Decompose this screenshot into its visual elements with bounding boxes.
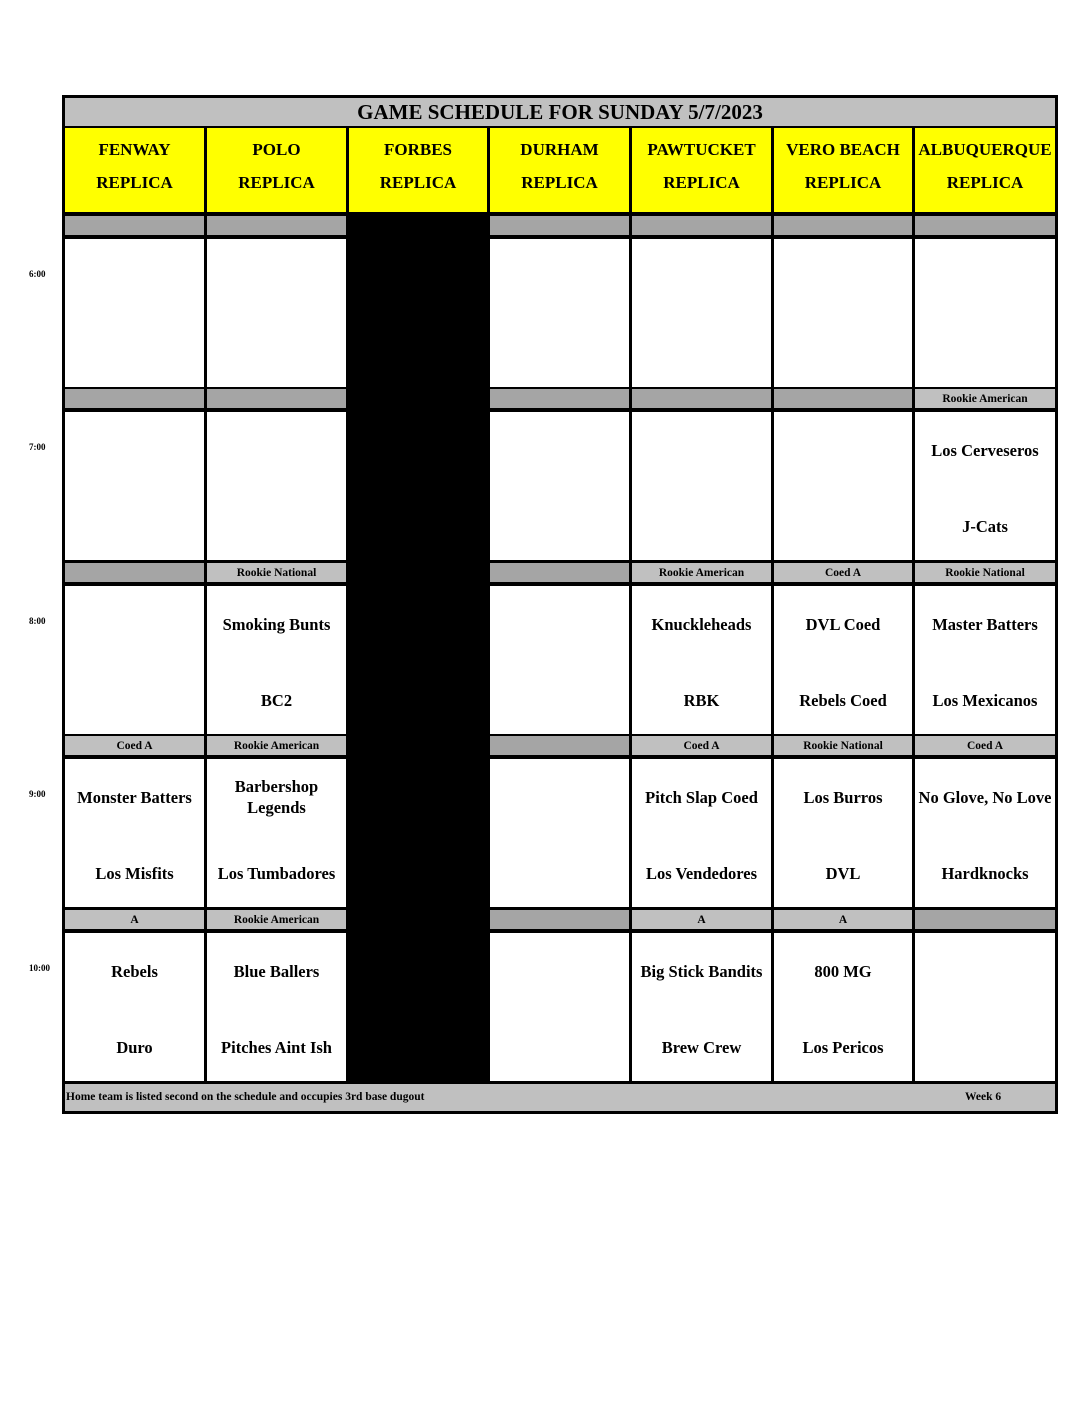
away-team — [776, 420, 910, 480]
away-team: Rebels — [111, 961, 158, 981]
game-cell[interactable] — [632, 759, 771, 907]
division-label: Rookie American — [207, 910, 346, 929]
game-cell[interactable] — [915, 933, 1055, 1081]
away-team: Knuckleheads — [651, 614, 752, 634]
field-header — [349, 128, 487, 212]
field-name: VERO BEACH — [786, 140, 900, 159]
game-cell[interactable] — [65, 759, 204, 907]
week-label: Week 6 — [965, 1091, 1002, 1103]
home-team: DVL — [825, 863, 861, 883]
away-team — [209, 247, 344, 307]
division-label: Coed A — [65, 736, 204, 755]
division-label — [207, 216, 346, 235]
home-team — [917, 1017, 1053, 1077]
time-label: 8:00 — [29, 616, 46, 626]
division-label: Coed A — [915, 736, 1055, 755]
home-team — [634, 496, 769, 556]
division-label: Coed A — [632, 736, 771, 755]
division-label — [632, 216, 771, 235]
division-label — [915, 910, 1055, 929]
game-cell[interactable] — [65, 239, 204, 387]
division-label — [490, 216, 629, 235]
home-team: Los Misfits — [95, 863, 174, 883]
away-team — [634, 420, 769, 480]
away-team — [67, 594, 202, 654]
away-team — [492, 941, 627, 1001]
home-team — [634, 323, 769, 383]
time-label: 9:00 — [29, 789, 46, 799]
away-team: Los Burros — [803, 787, 883, 807]
away-team: No Glove, No Love — [918, 787, 1052, 807]
home-team: Los Mexicanos — [932, 690, 1038, 710]
home-team — [67, 323, 202, 383]
away-team — [67, 247, 202, 307]
division-label — [774, 389, 912, 408]
game-cell[interactable] — [632, 239, 771, 387]
away-team — [492, 594, 627, 654]
game-cell[interactable] — [207, 933, 346, 1081]
division-label — [490, 389, 629, 408]
game-cell[interactable] — [207, 239, 346, 387]
away-team: DVL Coed — [805, 614, 881, 634]
division-label: Rookie American — [915, 389, 1055, 408]
away-team: Barbershop Legends — [234, 777, 319, 817]
field-subtitle: REPLICA — [663, 173, 740, 192]
home-team: BC2 — [260, 690, 293, 710]
away-team: Blue Ballers — [233, 961, 320, 981]
away-team — [776, 247, 910, 307]
division-label — [65, 216, 204, 235]
game-cell[interactable] — [632, 933, 771, 1081]
game-cell[interactable] — [207, 412, 346, 560]
away-team — [209, 420, 344, 480]
home-team — [67, 496, 202, 556]
field-name: DURHAM — [520, 140, 599, 159]
field-header — [632, 128, 771, 212]
division-label — [490, 910, 629, 929]
field-subtitle: REPLICA — [238, 173, 315, 192]
home-team: Brew Crew — [661, 1037, 742, 1057]
away-team: Master Batters — [932, 614, 1038, 634]
game-cell[interactable] — [774, 412, 912, 560]
away-team: Big Stick Bandits — [640, 961, 763, 981]
away-team: 800 MG — [814, 961, 872, 981]
field-subtitle: REPLICA — [804, 173, 882, 192]
home-team — [492, 843, 627, 903]
game-cell[interactable] — [490, 759, 629, 907]
field-name: POLO — [252, 140, 301, 159]
game-cell[interactable] — [774, 933, 912, 1081]
home-team — [492, 1017, 627, 1077]
home-team: RBK — [683, 690, 720, 710]
time-label: 7:00 — [29, 442, 46, 452]
field-header — [490, 128, 629, 212]
time-label: 6:00 — [29, 269, 46, 279]
division-label — [207, 389, 346, 408]
field-subtitle: REPLICA — [946, 173, 1024, 192]
game-cell[interactable] — [65, 933, 204, 1081]
division-label: A — [65, 910, 204, 929]
game-cell[interactable] — [65, 412, 204, 560]
game-cell[interactable] — [915, 412, 1055, 560]
time-label: 10:00 — [29, 963, 50, 973]
field-name: ALBUQUERQUE — [918, 140, 1052, 159]
field-header — [915, 128, 1055, 212]
home-team: Pitches Aint Ish — [221, 1037, 332, 1057]
field-header — [65, 128, 204, 212]
division-label — [65, 563, 204, 582]
division-label — [65, 389, 204, 408]
game-cell[interactable] — [915, 239, 1055, 387]
field-subtitle: REPLICA — [379, 173, 457, 192]
home-team: Duro — [116, 1037, 153, 1057]
home-team: Hardknocks — [941, 863, 1029, 883]
game-cell[interactable] — [774, 586, 912, 734]
game-cell[interactable] — [65, 586, 204, 734]
field-name: FENWAY — [98, 140, 171, 159]
home-team: J-Cats — [962, 516, 1008, 536]
field-name: FORBES — [383, 140, 453, 159]
division-label — [774, 216, 912, 235]
game-cell[interactable] — [774, 759, 912, 907]
game-cell[interactable] — [207, 759, 346, 907]
game-cell[interactable] — [490, 412, 629, 560]
away-team — [492, 247, 627, 307]
home-team — [917, 323, 1053, 383]
division-label — [490, 736, 629, 755]
home-team — [492, 323, 627, 383]
division-label: Rookie American — [207, 736, 346, 755]
schedule-table — [62, 95, 1058, 1114]
field-header — [774, 128, 912, 212]
home-team: Los Tumbadores — [217, 863, 336, 883]
home-team — [776, 323, 910, 383]
division-label: Rookie National — [774, 736, 912, 755]
away-team — [917, 941, 1053, 1001]
away-team: Smoking Bunts — [222, 614, 331, 634]
field-subtitle: REPLICA — [96, 173, 173, 192]
division-label: Rookie National — [207, 563, 346, 582]
schedule-title: GAME SCHEDULE FOR SUNDAY 5/7/2023 — [65, 98, 1055, 126]
away-team — [917, 247, 1053, 307]
game-cell[interactable] — [774, 239, 912, 387]
home-team — [776, 496, 910, 556]
division-label — [632, 389, 771, 408]
division-label: Coed A — [774, 563, 912, 582]
division-label: Rookie American — [632, 563, 771, 582]
division-label — [490, 563, 629, 582]
field-subtitle: REPLICA — [521, 173, 598, 192]
division-label: A — [774, 910, 912, 929]
home-team: Los Vendedores — [645, 863, 758, 883]
away-team — [634, 247, 769, 307]
away-team — [492, 420, 627, 480]
game-cell[interactable] — [632, 412, 771, 560]
field-name: PAWTUCKET — [647, 140, 756, 159]
division-label: Rookie National — [915, 563, 1055, 582]
away-team — [492, 767, 627, 827]
away-team: Pitch Slap Coed — [645, 787, 758, 807]
home-team — [492, 496, 627, 556]
game-cell[interactable] — [915, 759, 1055, 907]
footer-note: Home team is listed second on the schedule and occupies 3rd base dugout — [66, 1091, 425, 1103]
home-team — [209, 323, 344, 383]
schedule-footer — [65, 1084, 1055, 1111]
field-header — [207, 128, 346, 212]
home-team: Rebels Coed — [799, 690, 887, 710]
away-team: Monster Batters — [77, 787, 192, 807]
home-team — [492, 670, 627, 730]
home-team — [209, 496, 344, 556]
game-cell[interactable] — [915, 586, 1055, 734]
game-cell[interactable] — [490, 586, 629, 734]
game-cell[interactable] — [490, 239, 629, 387]
game-cell[interactable] — [632, 586, 771, 734]
away-team — [67, 420, 202, 480]
division-label: A — [632, 910, 771, 929]
game-cell[interactable] — [490, 933, 629, 1081]
game-cell[interactable] — [207, 586, 346, 734]
home-team: Los Pericos — [802, 1037, 884, 1057]
away-team: Los Cerveseros — [931, 440, 1039, 460]
division-label — [915, 216, 1055, 235]
home-team — [67, 670, 202, 730]
